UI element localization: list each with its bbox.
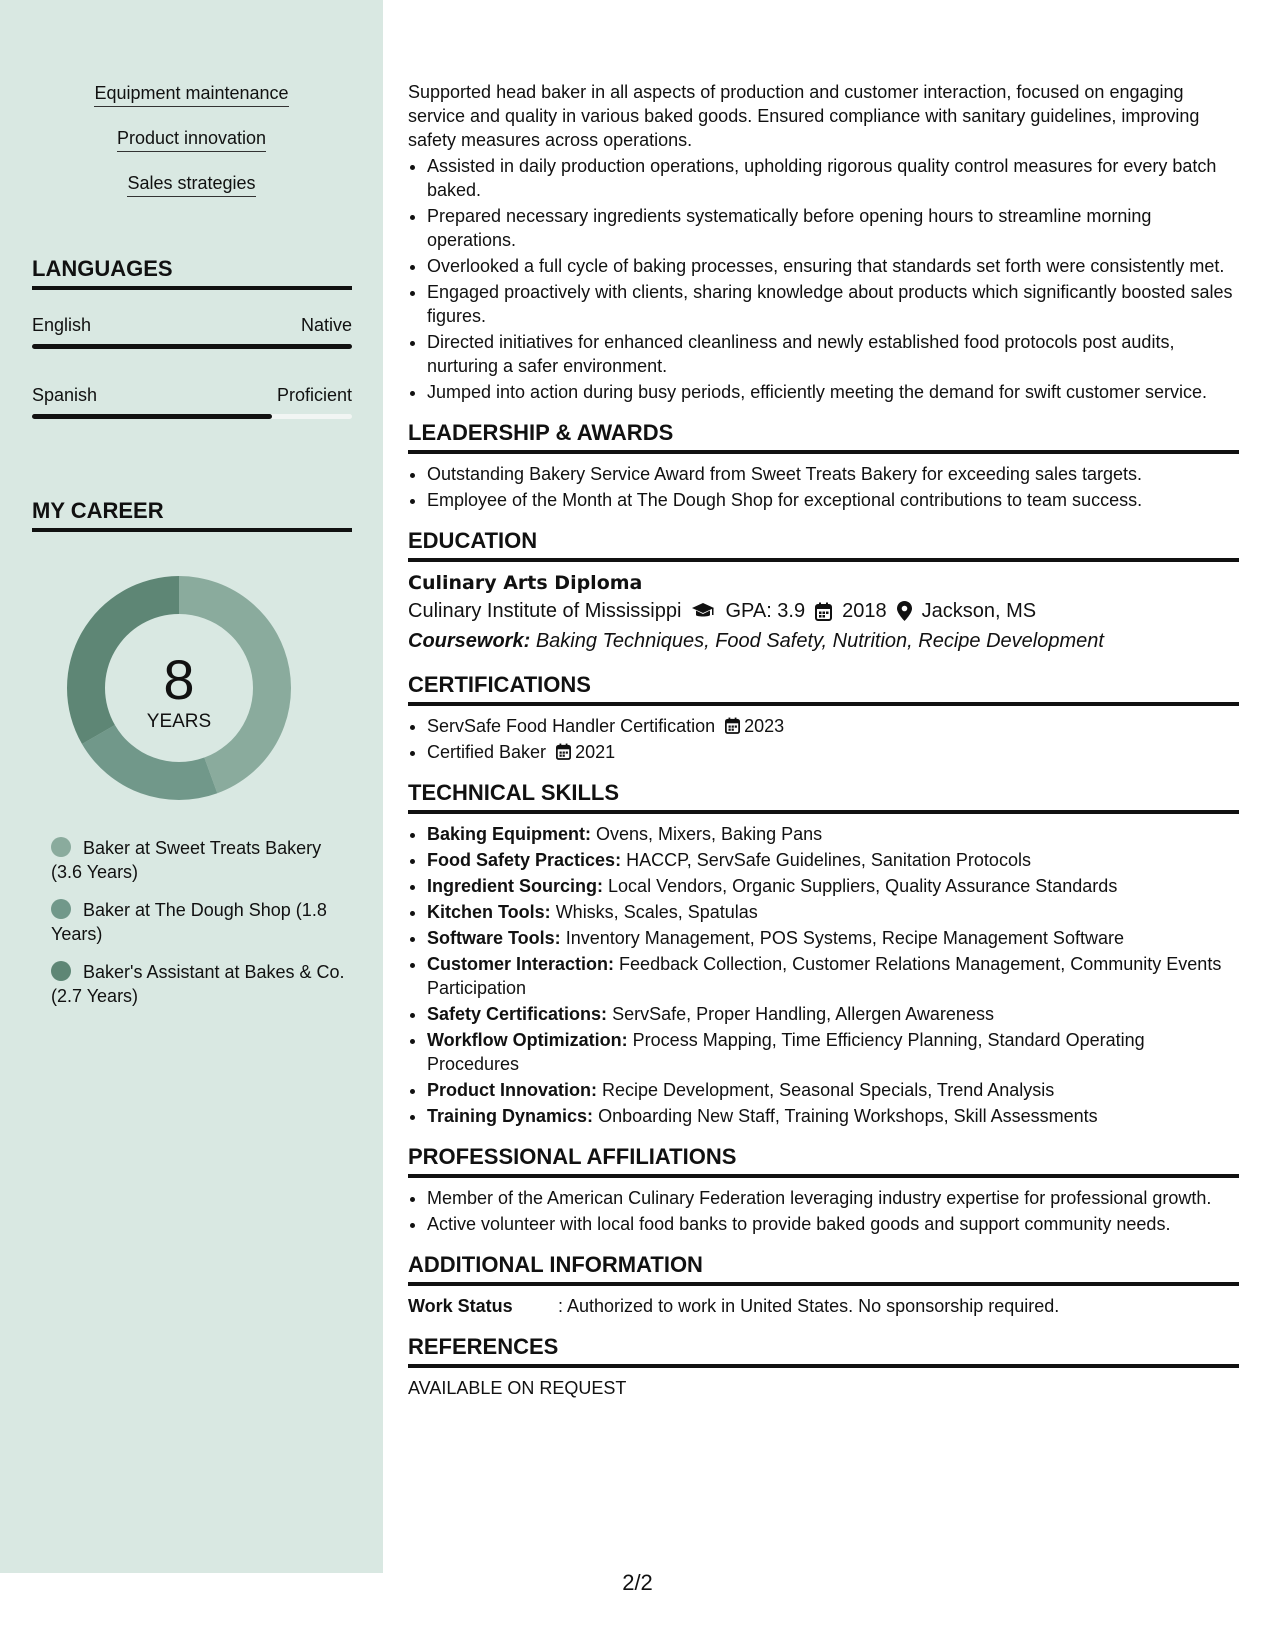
technical-skills-list xyxy=(408,822,1239,1128)
list-item xyxy=(427,926,1239,950)
coursework-label: Coursework: xyxy=(408,630,531,652)
location-pin-icon xyxy=(897,601,912,621)
language-level: Native xyxy=(300,315,352,335)
career-label: Baker's Assistant at Bakes & Co. (2.7 Years) xyxy=(51,962,345,1006)
list-item xyxy=(427,874,1239,898)
career-label: Baker at Sweet Treats Bakery (3.6 Years) xyxy=(51,838,322,882)
skill-item: Equipment maintenance xyxy=(94,82,288,107)
page-number: 2/2 xyxy=(622,1570,653,1595)
language-bar-fill xyxy=(32,414,272,419)
experience-bullets xyxy=(408,154,1239,404)
language-spanish xyxy=(32,384,352,419)
calendar-icon xyxy=(815,602,832,621)
legend-dot xyxy=(51,899,71,919)
languages-heading: LANGUAGES xyxy=(32,256,352,290)
list-item xyxy=(427,1002,1239,1026)
skill-values: Process Mapping, Time Efficiency Planning, Standard Operating Procedures xyxy=(427,1030,1145,1074)
skill-category: Baking Equipment: xyxy=(427,824,592,844)
education-meta xyxy=(408,596,1239,626)
school-name: Culinary Institute of Mississippi xyxy=(408,600,682,622)
list-item: • Member of the American Culinary Federation leveraging industry expertise for professional growth. xyxy=(427,1186,1239,1210)
list-item: • Jumped into action during busy periods, efficiently meeting the demand for swift customer service. xyxy=(427,380,1239,404)
language-english xyxy=(32,314,352,349)
list-item: • Directed initiatives for enhanced cleanliness and newly established food protocols post audits, nurturing a safer environment. xyxy=(427,330,1239,378)
language-level: Proficient xyxy=(276,385,352,405)
career-unit: YEARS xyxy=(146,711,212,732)
list-item xyxy=(427,952,1239,1000)
legend-dot xyxy=(51,961,71,981)
career-heading: MY CAREER xyxy=(32,498,352,532)
list-item xyxy=(427,714,1239,738)
skill-category: Workflow Optimization: xyxy=(427,1030,628,1050)
list-item: • Engaged proactively with clients, sharing knowledge about products which significantly boosted sales figures. xyxy=(427,280,1239,328)
coursework xyxy=(408,626,1239,656)
career-label: Baker at The Dough Shop (1.8 Years) xyxy=(51,900,327,944)
language-bar xyxy=(32,414,352,419)
list-item: • Overlooked a full cycle of baking processes, ensuring that standards set forth were consistently met. xyxy=(427,254,1239,278)
skill-values: Onboarding New Staff, Training Workshops, Skill Assessments xyxy=(598,1106,1098,1126)
career-total: 8 xyxy=(163,648,195,711)
list-item xyxy=(427,1104,1239,1128)
affiliations-heading: PROFESSIONAL AFFILIATIONS xyxy=(408,1144,1239,1178)
degree-title: Culinary Arts Diploma xyxy=(408,572,643,594)
work-status-value: : Authorized to work in United States. No sponsorship required. xyxy=(558,1296,1060,1316)
skill-item: Sales strategies xyxy=(127,172,255,197)
list-item: • Employee of the Month at The Dough Shop for exceptional contributions to team success. xyxy=(427,488,1239,512)
skill-values: Local Vendors, Organic Suppliers, Quality Assurance Standards xyxy=(608,876,1118,896)
calendar-icon xyxy=(556,743,571,760)
calendar-icon xyxy=(725,717,740,734)
experience-summary: Supported head baker in all aspects of production and customer interaction, focused on engaging service and quality in various baked goods. Ensured compliance with sanitary guidelines, improving safety measures across operations. xyxy=(408,82,1200,150)
technical-skills-heading: TECHNICAL SKILLS xyxy=(408,780,1239,814)
skill-values: Inventory Management, POS Systems, Recipe Management Software xyxy=(565,928,1124,948)
skill-values: Feedback Collection, Customer Relations Management, Community Events Participation xyxy=(427,954,1222,998)
list-item: • Outstanding Bakery Service Award from Sweet Treats Bakery for exceeding sales targets. xyxy=(427,462,1239,486)
skill-category: Safety Certifications: xyxy=(427,1004,608,1024)
affiliations-list xyxy=(408,1186,1239,1236)
work-status-row xyxy=(408,1294,1239,1318)
language-name: Spanish xyxy=(32,385,98,405)
skill-item: Product innovation xyxy=(117,127,266,152)
skill-category: Food Safety Practices: xyxy=(427,850,622,870)
list-item xyxy=(427,740,1239,764)
career-legend-item xyxy=(51,898,351,946)
skill-category: Product Innovation: xyxy=(427,1080,597,1100)
coursework-list: Baking Techniques, Food Safety, Nutrition, Recipe Development xyxy=(535,630,1104,652)
donut-segment-2 xyxy=(82,725,217,800)
career-legend-item xyxy=(51,836,351,884)
education-heading: EDUCATION xyxy=(408,528,1239,562)
certifications-heading: CERTIFICATIONS xyxy=(408,672,1239,706)
skill-category: Training Dynamics: xyxy=(427,1106,594,1126)
gpa: GPA: 3.9 xyxy=(725,600,806,622)
list-item: • Active volunteer with local food banks to provide baked goods and support community needs. xyxy=(427,1212,1239,1236)
skill-values: Ovens, Mixers, Baking Pans xyxy=(596,824,823,844)
list-item: • Assisted in daily production operations, upholding rigorous quality control measures for every batch baked. xyxy=(427,154,1239,202)
career-legend-item xyxy=(51,960,351,1008)
references-heading: REFERENCES xyxy=(408,1334,1239,1368)
skill-values: ServSafe, Proper Handling, Allergen Awareness xyxy=(612,1004,994,1024)
language-bar xyxy=(32,344,352,349)
skill-values: HACCP, ServSafe Guidelines, Sanitation Protocols xyxy=(626,850,1031,870)
legend-dot xyxy=(51,837,71,857)
certification-year: 2023 xyxy=(744,716,785,736)
skill-category: Customer Interaction: xyxy=(427,954,615,974)
skill-category: Software Tools: xyxy=(427,928,561,948)
skill-category: Kitchen Tools: xyxy=(427,902,551,922)
list-item: • Prepared necessary ingredients systematically before opening hours to streamline morning operations. xyxy=(427,204,1239,252)
skill-values: Recipe Development, Seasonal Specials, Trend Analysis xyxy=(602,1080,1055,1100)
career-donut-chart xyxy=(66,575,292,801)
skill-category: Ingredient Sourcing: xyxy=(427,876,604,896)
leadership-list xyxy=(408,462,1239,512)
list-item xyxy=(427,822,1239,846)
work-status-label: Work Status xyxy=(408,1296,513,1316)
main-content xyxy=(408,80,1239,1400)
list-item xyxy=(427,1028,1239,1076)
skill-values: Whisks, Scales, Spatulas xyxy=(555,902,758,922)
skills-list xyxy=(0,82,383,217)
list-item xyxy=(427,900,1239,924)
leadership-heading: LEADERSHIP & AWARDS xyxy=(408,420,1239,454)
school-location: Jackson, MS xyxy=(921,600,1037,622)
references-text: AVAILABLE ON REQUEST xyxy=(408,1378,627,1398)
list-item xyxy=(427,1078,1239,1102)
sidebar xyxy=(0,0,383,1573)
certification-name: Certified Baker xyxy=(427,742,547,762)
language-name: English xyxy=(32,315,92,335)
language-bar-fill xyxy=(32,344,352,349)
list-item xyxy=(427,848,1239,872)
certification-name: ServSafe Food Handler Certification xyxy=(427,716,716,736)
career-legend xyxy=(51,836,351,1022)
certifications-list xyxy=(408,714,1239,764)
graduation-year: 2018 xyxy=(842,600,887,622)
certification-year: 2021 xyxy=(575,742,616,762)
additional-info-heading: ADDITIONAL INFORMATION xyxy=(408,1252,1239,1286)
graduation-cap-icon xyxy=(691,602,715,620)
